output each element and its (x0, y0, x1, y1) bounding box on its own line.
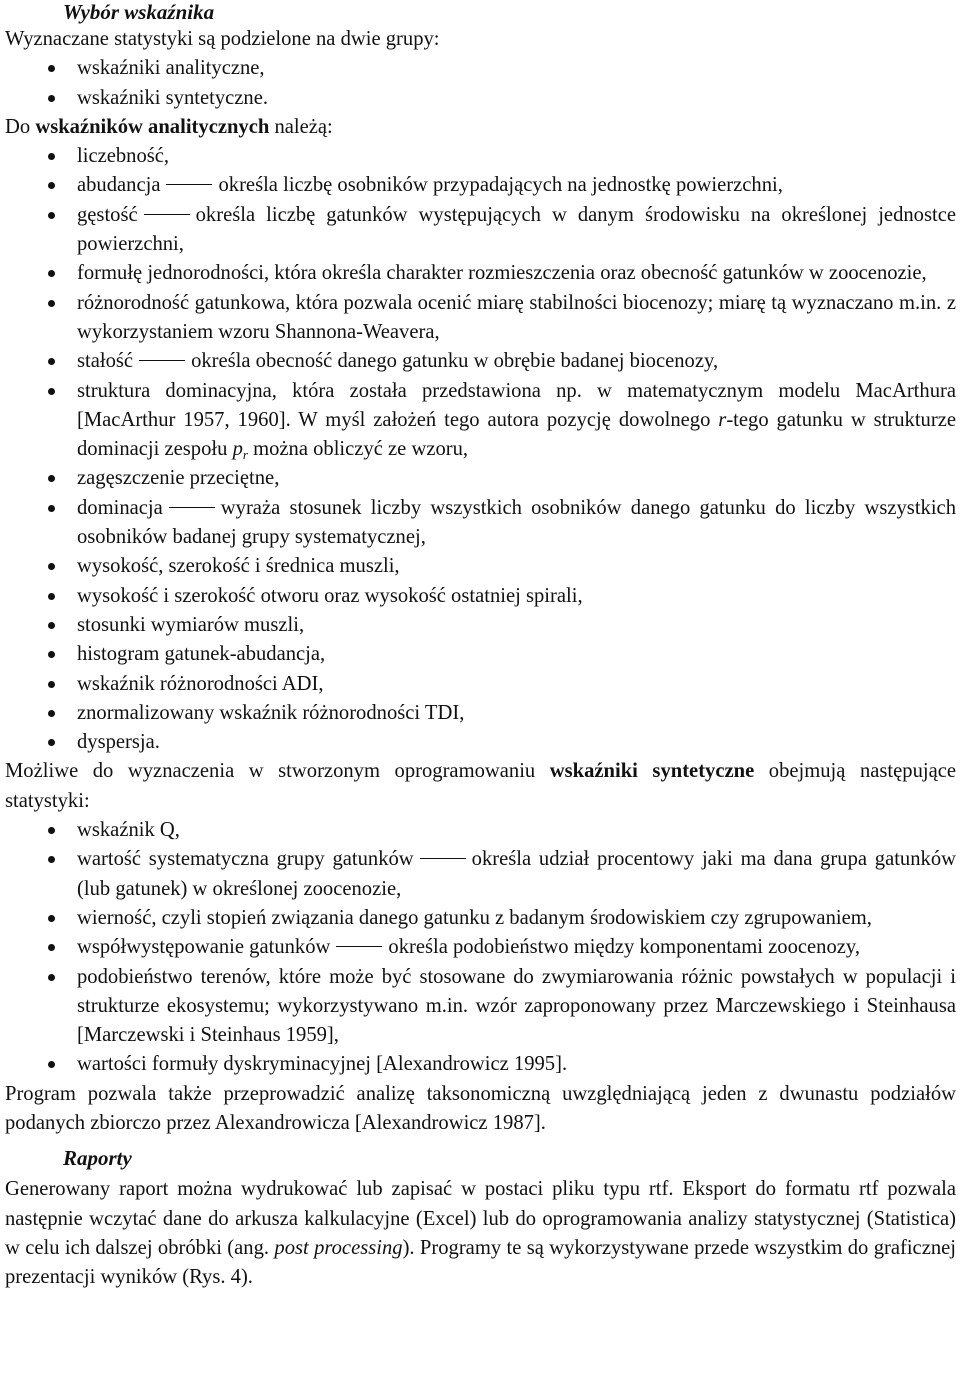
list-item: zagęszczenie przeciętne, (77, 464, 956, 493)
list-item: stosunki wymiarów muszli, (77, 611, 956, 640)
em-dash (169, 507, 215, 508)
bold-term: wskaźniki syntetyczne (549, 760, 755, 783)
em-dash (166, 184, 212, 185)
em-dash (139, 360, 185, 361)
list-item: wskaźnik Q, (77, 816, 956, 845)
list-item: wskaźnik różnorodności ADI, (77, 670, 956, 699)
em-dash (420, 858, 466, 859)
intro-paragraph: Wyznaczane statystyki są podzielone na dwie grupy: (5, 28, 440, 50)
section-heading-wybor: Wybór wskaźnika (63, 0, 215, 24)
em-dash (336, 946, 382, 947)
list-item: wysokość i szerokość otworu oraz wysokość ostatniej spirali, (77, 582, 956, 611)
groups-list (5, 54, 956, 113)
closing-paragraph: Program pozwala także przeprowadzić analizę taksonomiczną uwzględniającą jeden z dwunastu podziałów podanych zbiorczo przez Alexandrowicza [Alexandrowicz 1987]. (5, 1082, 956, 1134)
list-item: liczebność, (77, 142, 956, 171)
list-item: struktura dominacyjna, która została przedstawiona np. w matematycznym modelu MacArthura [MacArthur 1957, 1960]. W myśl założeń tego autora pozycję dowolnego r-tego gatunku w strukturze dominacji zespołu $p_r$ można obliczyć ze wzoru, (77, 377, 956, 465)
list-item: formułę jednorodności, która określa charakter rozmieszczenia oraz obecność gatunków w zoocenozie, (77, 259, 956, 288)
list-item: znormalizowany wskaźnik różnorodności TDI, (77, 699, 956, 728)
list-item: dominacja wyraża stosunek liczby wszystkich osobników danego gatunku do liczby wszystkich osobników badanej grupy systematycznej, (77, 494, 956, 553)
list-item: abudancja określa liczbę osobników przypadających na jednostkę powierzchni, (77, 171, 956, 200)
synthetic-list (5, 816, 956, 1080)
list-item: stałość określa obecność danego gatunku w obrębie badanej biocenozy, (77, 347, 956, 376)
list-item: podobieństwo terenów, które może być stosowane do zwymiarowania różnic powstałych w populacji i strukturze ekosystemu; wykorzystywano m.in. wzór zaproponowany przez Marczewskiego i Steinhausa [Marczewski i Steinhaus 1959], (77, 963, 956, 1051)
list-item: wartość systematyczna grupy gatunków określa udział procentowy jaki ma dana grupa gatunków (lub gatunek) w określonej zoocenozie, (77, 845, 956, 904)
list-item: wskaźniki syntetyczne. (77, 84, 956, 113)
list-item: dyspersja. (77, 728, 956, 757)
list-item: wskaźniki analityczne, (77, 54, 956, 83)
analytic-intro: Do wskaźników analitycznych należą: (5, 115, 333, 138)
section-heading-raporty: Raporty (63, 1146, 132, 1171)
analytic-list (5, 142, 956, 757)
synthetic-intro: Możliwe do wyznaczenia w stworzonym oprogramowaniu wskaźniki syntetyczne obejmują następujące statystyki: (5, 760, 957, 812)
list-item: różnorodność gatunkowa, która pozwala ocenić miarę stabilności biocenozy; miarę tą wyznaczano m.in. z wykorzystaniem wzoru Shannona-Weavera, (77, 289, 956, 348)
em-dash (144, 214, 190, 215)
list-item: histogram gatunek-abudancja, (77, 640, 956, 669)
list-item: wartości formuły dyskryminacyjnej [Alexandrowicz 1995]. (77, 1050, 956, 1079)
list-item: gęstość określa liczbę gatunków występujących w danym środowisku na określonej jednostce powierzchni, (77, 201, 956, 260)
list-item: wysokość, szerokość i średnica muszli, (77, 552, 956, 581)
list-item: wierność, czyli stopień związania danego gatunku z badanym środowiskiem czy zgrupowaniem, (77, 904, 956, 933)
raporty-paragraph: Generowany raport można wydrukować lub zapisać w postaci pliku typu rtf. Eksport do formatu rtf pozwala następnie wczytać dane do arkusza kalkulacyjne (Excel) lub do oprogramowania analizy statystycznej (Statistica) w celu ich dalszej obróbki (ang. post processing). Programy te są wykorzystywane przede wszystkim do graficznej prezentacji wyników (Rys. 4). (5, 1178, 957, 1289)
list-item: współwystępowanie gatunków określa podobieństwo między komponentami zoocenozy, (77, 933, 956, 962)
bold-term: wskaźników analitycznych (35, 115, 270, 138)
